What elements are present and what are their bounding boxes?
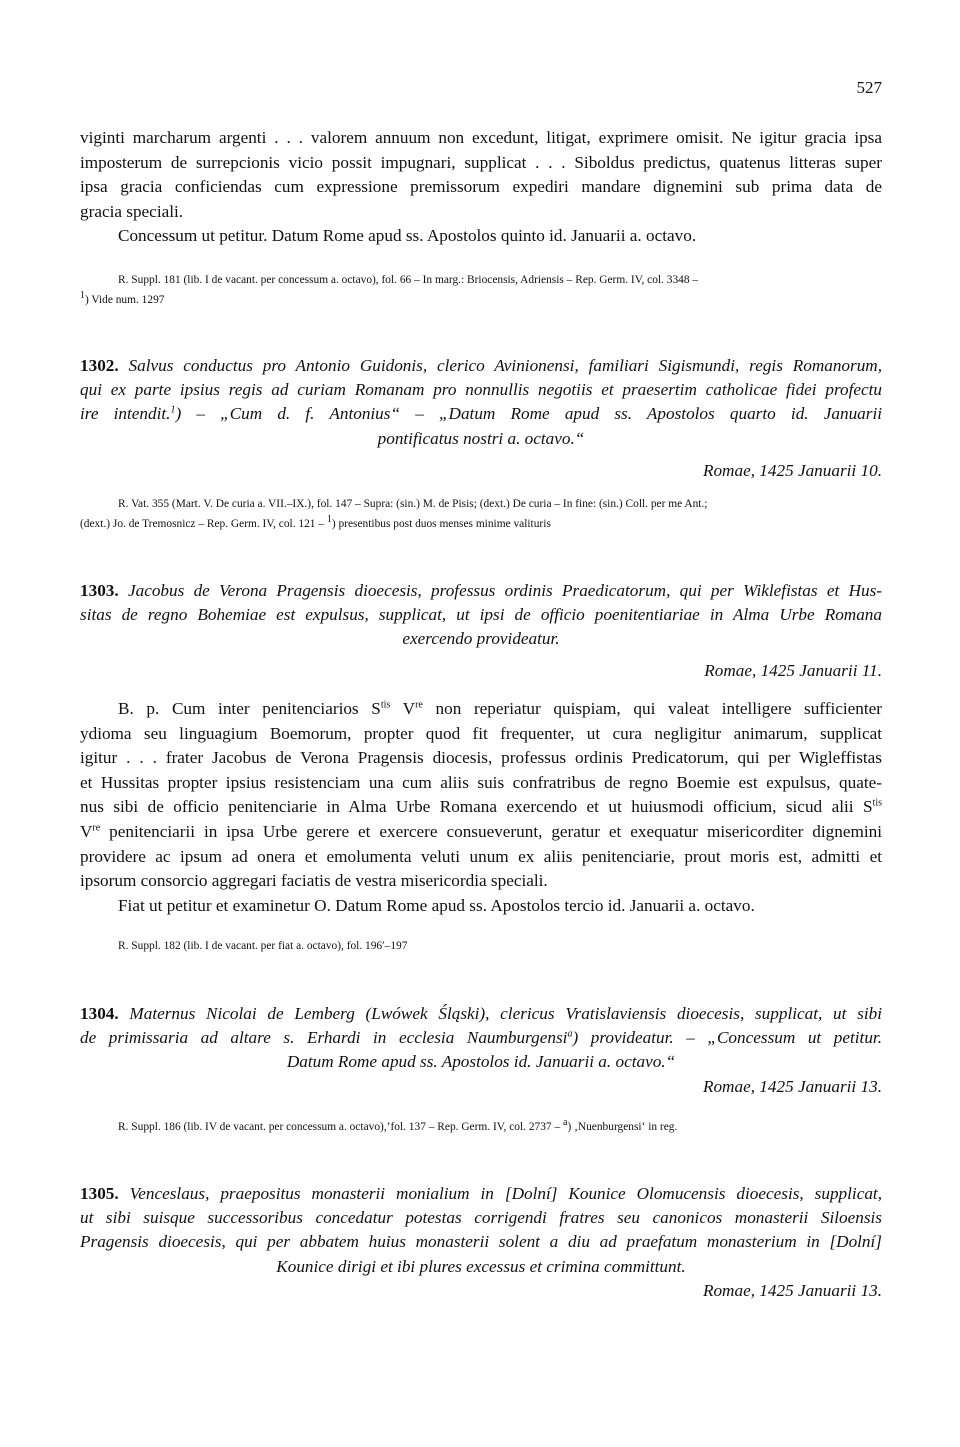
entry-text: ) provideatur. – „Concessum ut petitur.: [572, 1028, 882, 1048]
body-line: ipsorum consorcio aggregari faciatis de vestra misericordia speciali.: [80, 871, 548, 891]
entry-text: [80, 1026, 882, 1050]
footnote-text: R. Suppl. 186 (lib. IV de vacant. per concessum a. octavo),’fol. 137 – Rep. Germ. IV, col. 2737 –: [118, 1121, 563, 1133]
body-line: providere ac ipsum ad onera et emolumenta veluti unum ex aliis penitenciarie, prout moris est, admitti et: [80, 846, 882, 866]
entry-1304: [80, 1002, 882, 1099]
entry-text: Venceslaus, praepositus monasterii monialium in [Dolní] Kounice Olomucensis dioecesis, supplicat,: [129, 1184, 882, 1203]
entry-text: Jacobus de Verona Pragensis dioecesis, professus ordinis Praedicatorum, qui per Wiklefistas et Hus-: [127, 581, 882, 600]
entry-heading: [80, 354, 882, 378]
intro-line: viginti marcharum argenti . . . valorem annuum non excedunt, litigat, exprimere omisit. Ne igitur gracia ipsa: [80, 128, 882, 147]
entry-number: 1305.: [80, 1184, 119, 1203]
notes-1303: [80, 936, 882, 956]
footnote: R. Suppl. 182 (lib. I de vacant. per fiat a. octavo), fol. 196′–197: [118, 940, 408, 952]
footnote-mark: a: [567, 1028, 573, 1040]
entry-text: exercendo provideatur.: [402, 629, 560, 649]
notes-1302: [80, 494, 882, 534]
intro-line: ipsa gracia conficiendas cum expressione premissorum expediri mandare dignemini sub prima data de: [80, 177, 882, 197]
entry-text: [80, 402, 882, 426]
entry-date: Romae, 1425 Januarii 13.: [702, 1280, 882, 1300]
entry-date: Romae, 1425 Januarii 13.: [702, 1076, 882, 1096]
body-text: B. p. Cum inter penitenciarios S: [118, 699, 381, 718]
body-line: [80, 795, 882, 820]
entry-date: Romae, 1425 Januarii 10.: [702, 460, 882, 480]
superscript: re: [415, 699, 423, 711]
body-line: et Hussitas propter ipsius resistenciam una cum aliis suis confratribus de regno Boemie est expulsus, quate-: [80, 772, 882, 792]
entry-heading: [80, 1182, 882, 1206]
entry-date: Romae, 1425 Januarii 11.: [704, 660, 882, 680]
superscript: re: [92, 822, 101, 834]
footnote-mark: 1: [170, 404, 176, 416]
body-text: V: [390, 699, 416, 718]
intro-line: gracia speciali.: [80, 201, 184, 221]
footnote-text: ) ‚Nuenburgensi‘ in reg.: [567, 1121, 678, 1133]
body-1303: [80, 697, 882, 918]
entry-text: Kounice dirigi et ibi plures excessus et crimina committunt.: [276, 1256, 686, 1276]
entry-heading: [80, 1002, 882, 1026]
footnote: [80, 1117, 882, 1137]
footnote-text: ) presentibus post duos menses minime valituris: [331, 518, 551, 530]
footnote: [80, 290, 882, 310]
concessum-line: Concessum ut petitur. Datum Rome apud ss. Apostolos quinto id. Januarii a. octavo.: [118, 226, 697, 246]
entry-text: de primissaria ad altare s. Erhardi in ecclesia Naumburgensi: [80, 1028, 568, 1048]
entry-text: Datum Rome apud ss. Apostolos id. Januarii a. octavo.“: [286, 1052, 676, 1072]
entry-text: sitas de regno Bohemiae est expulsus, supplicat, ut ipsi de officio poenitentiariae in Alma Urbe Romana: [80, 605, 882, 625]
footnote-text: (dext.) Jo. de Tremosnicz – Rep. Germ. IV, col. 121 –: [80, 518, 327, 530]
body-text: non reperiatur quispiam, qui valeat intelligere sufficienter: [422, 699, 882, 718]
intro-section: [80, 126, 882, 249]
entry-1302: [80, 354, 882, 483]
entry-text: ) – „Cum d. f. Antonius“ – „Datum Rome apud ss. Apostolos quarto id. Januarii: [175, 404, 883, 424]
entry-text: qui ex parte ipsius regis ad curiam Romanam pro nonnullis negotiis et praesertim catholicae fidei profectu: [80, 380, 882, 400]
entry-text: Salvus conductus pro Antonio Guidonis, clerico Avinionensi, familiari Sigismundi, regis Romanorum,: [128, 356, 883, 375]
entry-number: 1303.: [80, 581, 119, 600]
footnote-mark: 1: [80, 290, 85, 302]
entry-heading: [80, 579, 882, 603]
body-line: igitur . . . frater Jacobus de Verona Pragensis diocesis, professus ordinis Predicatorum, qui per Wigleffistas: [80, 748, 882, 768]
entry-number: 1302.: [80, 356, 119, 375]
notes-1304: [80, 1117, 882, 1137]
footnote: R. Vat. 355 (Mart. V. De curia a. VII.–IX.), fol. 147 – Supra: (sin.) M. de Pisis; (dext.) De curia – In fine: (sin.) Coll. per me Ant.;: [118, 498, 708, 510]
footnote: R. Suppl. 181 (lib. I de vacant. per concessum a. octavo), fol. 66 – In marg.: Briocensis, Adriensis – Rep. Germ. IV, col. 3348 –: [118, 274, 699, 286]
footnote-mark: 1: [326, 514, 332, 526]
entry-text: ire intendit.: [80, 404, 171, 424]
entry-text: ut sibi suisque successoribus concedatur potestas corrigendi fratres seu canonicos monasterii Siloensis: [80, 1208, 882, 1228]
fiat-line: Fiat ut petitur et examinetur O. Datum Rome apud ss. Apostolos tercio id. Januarii a. octavo.: [118, 895, 755, 915]
body-text: nus sibi de officio penitenciarie in Alma Urbe Romana exercendo et ut huiusmodi officium, sicud alii S: [80, 797, 873, 817]
entry-text: pontificatus nostri a. octavo.“: [377, 428, 585, 448]
body-text: V: [80, 821, 93, 841]
entry-1303: [80, 579, 882, 683]
body-line: [80, 820, 882, 845]
entry-1305: [80, 1182, 882, 1303]
footnote: [80, 514, 882, 534]
body-line: [80, 697, 882, 722]
superscript: tis: [380, 699, 391, 711]
footnote-mark: a: [563, 1117, 568, 1129]
superscript: tis: [872, 797, 882, 809]
entry-number: 1304.: [80, 1004, 119, 1023]
entry-text: Pragensis dioecesis, qui per abbatem huius monasterii solent a diu ad praefatum monasterium in [Dolní]: [80, 1232, 882, 1252]
intro-line: imposterum de surrepcionis vicio possit impugnari, supplicat . . . Siboldus predictus, quatenus litteras super: [80, 152, 882, 172]
intro-notes: [80, 270, 882, 310]
body-text: penitenciarii in ipsa Urbe gerere et exercere consueverunt, geratur et exequatur misericorditer dignemini: [100, 821, 882, 841]
body-line: ydioma seu linguagium Boemorum, propter quod fit frequenter, ut cura negligitur animarum, supplicat: [80, 723, 882, 743]
entry-text: Maternus Nicolai de Lemberg (Lwówek Śląski), clericus Vratislaviensis dioecesis, supplicat, ut sibi: [129, 1004, 882, 1023]
page-number: 527: [856, 78, 882, 97]
footnote-text: ) Vide num. 1297: [85, 294, 165, 306]
